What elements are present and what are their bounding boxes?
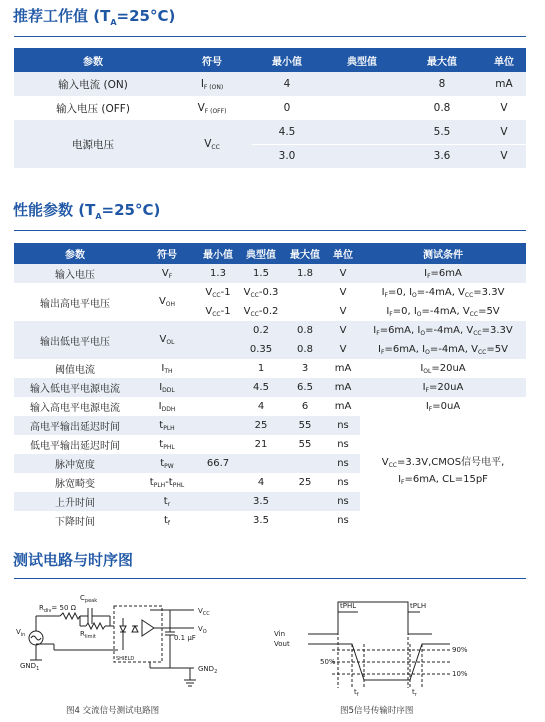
tr-label: $t_r$	[412, 688, 417, 698]
max-cell: 6.5	[284, 378, 326, 397]
max-cell	[284, 283, 326, 302]
unit-cell: ns	[326, 416, 360, 435]
condition-cell: $I_F=20uA$	[360, 378, 526, 397]
symbol-cell: $t_r$	[136, 492, 198, 511]
vo-label: $V_O$	[198, 625, 207, 635]
condition-cell: $I_{OL}=20uA$	[360, 359, 526, 378]
col-header: 测试条件	[360, 243, 526, 264]
symbol-cell: $V_F$	[136, 264, 198, 283]
param-cell: 输入电压 (OFF)	[14, 96, 172, 120]
section-divider	[14, 230, 526, 231]
col-header: 最小值	[252, 48, 322, 72]
unit-cell: V	[482, 96, 526, 120]
unit-cell: mA	[326, 359, 360, 378]
min-cell	[198, 397, 238, 416]
typ-cell	[322, 72, 402, 96]
param-cell: 低电平输出延迟时间	[14, 435, 136, 454]
condition-cell: $I_F=0$, $I_O=-4mA$, $V_{CC}=5V$	[360, 302, 526, 321]
typ-cell: 0.35	[238, 340, 284, 359]
recommended-table	[14, 48, 526, 168]
col-header: 典型值	[322, 48, 402, 72]
param-cell: 输出低电平电压	[14, 321, 136, 359]
typ-cell	[322, 120, 402, 144]
gnd1-label: $GND_1$	[20, 662, 40, 672]
col-header: 符号	[136, 243, 198, 264]
cap-label: 0.1 μF	[174, 634, 196, 642]
col-header: 最大值	[284, 243, 326, 264]
typ-cell	[238, 454, 284, 473]
min-cell	[198, 435, 238, 454]
max-cell	[284, 302, 326, 321]
symbol-cell: $I_{F (ON)}$	[172, 72, 252, 96]
param-cell: 脉宽畸变	[14, 473, 136, 492]
col-header: 符号	[172, 48, 252, 72]
typ-cell: 3.5	[238, 492, 284, 511]
timing-diagram	[272, 588, 472, 698]
figure5-caption: 图5信号传输时序图	[340, 706, 414, 716]
min-cell: $V_{CC}-1$	[198, 302, 238, 321]
symbol-cell: $t_f$	[136, 511, 198, 530]
p90-label: 90%	[452, 646, 468, 654]
min-cell: $V_{CC}-1$	[198, 283, 238, 302]
max-cell	[284, 511, 326, 530]
min-cell	[198, 511, 238, 530]
unit-cell: V	[326, 264, 360, 283]
col-header: 最小值	[198, 243, 238, 264]
col-header: 最大值	[402, 48, 482, 72]
section-title-performance: 性能参数 $(T_A=25^\circ C)$	[13, 201, 161, 221]
max-cell	[284, 492, 326, 511]
param-cell: 输入电流 (ON)	[14, 72, 172, 96]
param-cell: 脉冲宽度	[14, 454, 136, 473]
typ-cell	[322, 144, 402, 168]
table-row	[14, 283, 526, 302]
tphl-label: tPHL	[340, 602, 357, 610]
unit-cell: V	[326, 302, 360, 321]
typ-cell: 1	[238, 359, 284, 378]
vin-label: $V_{in}$	[16, 628, 26, 638]
param-cell: 输入电压	[14, 264, 136, 283]
typ-cell: $V_{CC}-0.2$	[238, 302, 284, 321]
max-cell: 5.5	[402, 120, 482, 144]
max-cell: 55	[284, 416, 326, 435]
table-row	[14, 96, 526, 120]
typ-cell	[322, 96, 402, 120]
unit-cell: mA	[482, 72, 526, 96]
table-row	[14, 378, 526, 397]
condition-cell: $I_F=0uA$	[360, 397, 526, 416]
max-cell: 3.6	[402, 144, 482, 168]
tf-label: $t_f$	[354, 688, 359, 698]
condition-cell: $I_F=6mA$, $I_O=-4mA$, $V_{CC}=5V$	[360, 340, 526, 359]
section-title-recommended: 推荐工作值 $(T_A=25^\circ C)$	[13, 7, 176, 27]
vin-label: Vin	[274, 630, 286, 638]
unit-cell: ns	[326, 492, 360, 511]
max-cell: 0.8	[284, 340, 326, 359]
typ-cell: 21	[238, 435, 284, 454]
tplh-label: tPLH	[410, 602, 427, 610]
table-row	[14, 359, 526, 378]
min-cell	[198, 492, 238, 511]
min-cell: 0	[252, 96, 322, 120]
max-cell: 6	[284, 397, 326, 416]
max-cell: 1.8	[284, 264, 326, 283]
condition-cell: $I_F=6mA$, $I_O=-4mA$, $V_{CC}=3.3V$	[360, 321, 526, 340]
table-row	[14, 72, 526, 96]
unit-cell: ns	[326, 511, 360, 530]
min-cell: 4	[252, 72, 322, 96]
param-cell: 输入高电平电源电流	[14, 397, 136, 416]
unit-cell: V	[482, 120, 526, 144]
symbol-cell: $V_{F (OFF)}$	[172, 96, 252, 120]
table-row	[14, 416, 526, 435]
timing-condition-cell: $V_{CC}=3.3V,CMOS$信号电平, $I_F=6mA$, CL=15pF	[360, 416, 526, 530]
typ-cell: 0.2	[238, 321, 284, 340]
unit-cell: ns	[326, 435, 360, 454]
col-header: 参数	[14, 48, 172, 72]
condition-cell: $I_F=0$, $I_O=-4mA$, $V_{CC}=3.3V$	[360, 283, 526, 302]
symbol-cell: $V_{CC}$	[172, 120, 252, 168]
typ-cell: 1.5	[238, 264, 284, 283]
rdiv-label: $R_{div}= 50$ Ω	[39, 604, 76, 614]
min-cell	[198, 473, 238, 492]
symbol-cell: $t_{PLH}-t_{PHL}$	[136, 473, 198, 492]
symbol-cell: $I_{DDL}$	[136, 378, 198, 397]
min-cell	[198, 378, 238, 397]
param-cell: 上升时间	[14, 492, 136, 511]
cpeak-label: $C_{peak}$	[80, 594, 98, 604]
section-divider	[14, 578, 526, 579]
col-header: 单位	[482, 48, 526, 72]
unit-cell: ns	[326, 473, 360, 492]
param-cell: 电源电压	[14, 120, 172, 168]
p10-label: 10%	[452, 670, 468, 678]
vout-label: Vout	[274, 640, 290, 648]
max-cell: 55	[284, 435, 326, 454]
param-cell: 输出高电平电压	[14, 283, 136, 321]
table-row	[14, 321, 526, 340]
max-cell: 0.8	[402, 96, 482, 120]
symbol-cell: $I_{DDH}$	[136, 397, 198, 416]
min-cell	[198, 321, 238, 340]
col-header: 典型值	[238, 243, 284, 264]
section-title-test-circuit: 测试电路与时序图	[13, 551, 134, 569]
rlimit-label: $R_{limit}$	[80, 630, 96, 640]
max-cell: 0.8	[284, 321, 326, 340]
typ-cell: 4.5	[238, 378, 284, 397]
param-cell: 高电平输出延迟时间	[14, 416, 136, 435]
max-cell: 3	[284, 359, 326, 378]
min-cell: 1.3	[198, 264, 238, 283]
max-cell: 8	[402, 72, 482, 96]
typ-cell: 25	[238, 416, 284, 435]
unit-cell: V	[326, 321, 360, 340]
param-cell: 下降时间	[14, 511, 136, 530]
min-cell	[198, 359, 238, 378]
p50-label: 50%	[320, 658, 336, 666]
performance-table	[14, 243, 526, 530]
table-row	[14, 264, 526, 283]
section-divider	[14, 36, 526, 37]
col-header: 单位	[326, 243, 360, 264]
min-cell: 3.0	[252, 144, 322, 168]
vcc-label: $V_{CC}$	[198, 607, 210, 617]
symbol-cell: $V_{OL}$	[136, 321, 198, 359]
unit-cell: V	[326, 340, 360, 359]
table-row	[14, 397, 526, 416]
gnd2-label: $GND_2$	[198, 665, 218, 675]
unit-cell: V	[326, 283, 360, 302]
figure4-caption: 图4 交流信号测试电路图	[66, 706, 160, 716]
unit-cell: ns	[326, 454, 360, 473]
typ-cell: $V_{CC}-0.3$	[238, 283, 284, 302]
symbol-cell: $V_{OH}$	[136, 283, 198, 321]
max-cell: 25	[284, 473, 326, 492]
symbol-cell: $I_{TH}$	[136, 359, 198, 378]
col-header: 参数	[14, 243, 136, 264]
condition-cell: $I_F=6mA$	[360, 264, 526, 283]
unit-cell: mA	[326, 378, 360, 397]
test-circuit-diagram	[14, 588, 234, 698]
max-cell	[284, 454, 326, 473]
symbol-cell: $t_{PLH}$	[136, 416, 198, 435]
typ-cell: 4	[238, 397, 284, 416]
symbol-cell: $t_{PHL}$	[136, 435, 198, 454]
unit-cell: mA	[326, 397, 360, 416]
min-cell: 66.7	[198, 454, 238, 473]
param-cell: 输入低电平电源电流	[14, 378, 136, 397]
param-cell: 阈值电流	[14, 359, 136, 378]
typ-cell: 3.5	[238, 511, 284, 530]
unit-cell: V	[482, 144, 526, 168]
typ-cell: 4	[238, 473, 284, 492]
symbol-cell: $t_{PW}$	[136, 454, 198, 473]
table-row	[14, 120, 526, 144]
min-cell: 4.5	[252, 120, 322, 144]
min-cell	[198, 340, 238, 359]
shield-label: SHIELD	[116, 656, 135, 662]
min-cell	[198, 416, 238, 435]
